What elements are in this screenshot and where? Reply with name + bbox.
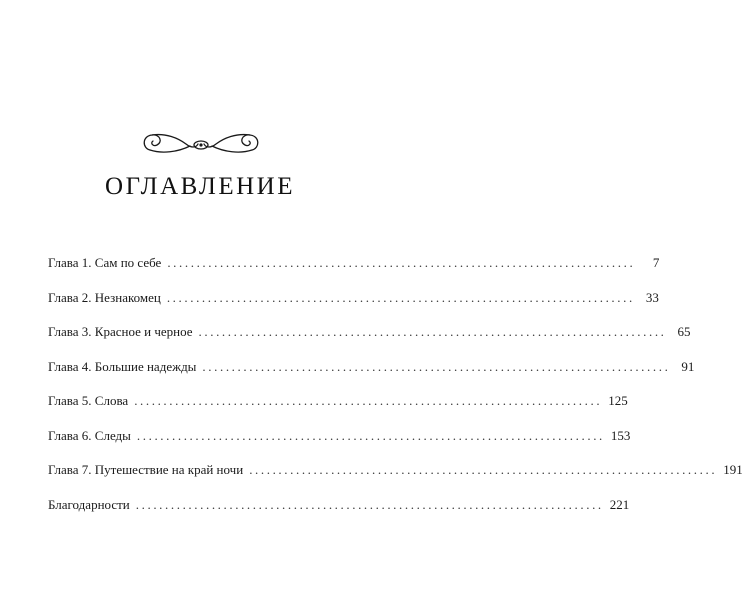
toc-entry-label: Глава 6. Следы — [48, 427, 131, 443]
toc-entry-label: Глава 7. Путешествие на край ночи — [48, 462, 244, 478]
toc-entry-page: 191 — [723, 462, 743, 478]
toc-leader-dots: ................................................................................ — [136, 427, 605, 443]
toc-leader-dots: ................................................................................ — [167, 255, 636, 271]
toc-leader-dots: ................................................................................ — [135, 496, 604, 512]
toc-entry-page: 91 — [681, 358, 695, 374]
toc-entry-page: 153 — [610, 427, 631, 443]
toc-entry-label: Глава 3. Красное и черное — [48, 324, 193, 340]
toc-entry[interactable] — [48, 246, 660, 281]
table-of-contents — [48, 246, 743, 522]
toc-leader-dots: ................................................................................ — [202, 358, 671, 374]
toc-entry-label: Глава 1. Сам по себе — [48, 255, 162, 271]
toc-entry[interactable] — [48, 488, 630, 523]
toc-entry[interactable] — [48, 419, 631, 454]
toc-entry-page: 7 — [652, 255, 660, 271]
toc-entry-page: 221 — [609, 496, 630, 512]
toc-entry-label: Благодарности — [48, 496, 130, 512]
toc-entry[interactable] — [48, 350, 695, 385]
page-title: ОГЛАВЛЕНИЕ — [105, 173, 295, 200]
toc-entry[interactable] — [48, 384, 628, 419]
toc-entry[interactable] — [48, 315, 691, 350]
toc-entry-label: Глава 2. Незнакомец — [48, 289, 161, 305]
flourish-ornament-icon — [138, 124, 264, 162]
toc-leader-dots: ................................................................................ — [134, 393, 603, 409]
toc-entry-page: 125 — [608, 393, 628, 409]
toc-leader-dots: ................................................................................ — [166, 289, 635, 305]
toc-entry-page: 33 — [645, 289, 659, 305]
toc-entry-label: Глава 5. Слова — [48, 393, 129, 409]
toc-leader-dots: ................................................................................ — [249, 462, 718, 478]
toc-entry-page: 65 — [677, 324, 691, 340]
toc-entry-label: Глава 4. Большие надежды — [48, 358, 197, 374]
toc-leader-dots: ................................................................................ — [198, 324, 667, 340]
toc-entry[interactable] — [48, 281, 659, 316]
toc-entry[interactable] — [48, 453, 743, 488]
